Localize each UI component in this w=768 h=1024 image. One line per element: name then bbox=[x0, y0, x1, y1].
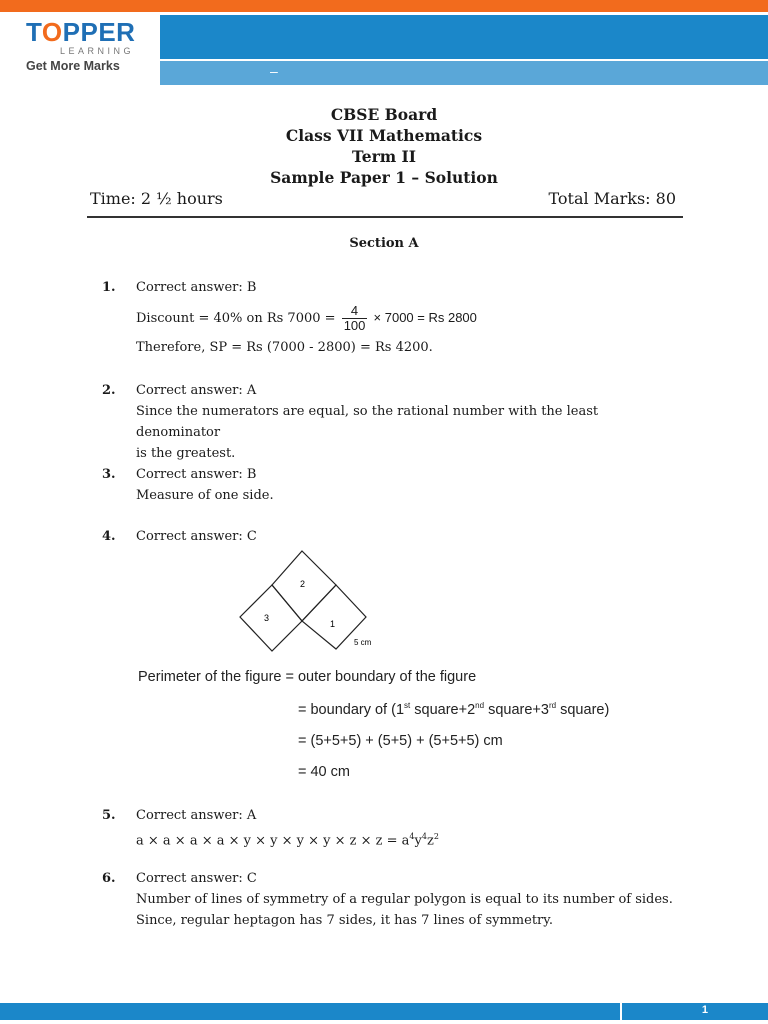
exam-time: Time: 2 ½ hours bbox=[90, 189, 223, 208]
logo-wordmark: TOPPER bbox=[26, 17, 136, 47]
solution-line: Discount = 40% on Rs 7000 = $\frac{4}{100}$ × 7000 = Rs 2800 bbox=[136, 303, 477, 333]
page-number: 1 bbox=[701, 1004, 708, 1016]
perimeter-line-1: Perimeter of the figure = outer boundary of the figure bbox=[138, 669, 477, 685]
answer-text: Correct answer: C bbox=[136, 529, 257, 544]
title-board: CBSE Board bbox=[330, 105, 438, 124]
solution-line: Measure of one side. bbox=[136, 488, 274, 503]
fraction: $\frac{4}{100}$ bbox=[343, 303, 366, 333]
answer-text: Correct answer: C bbox=[136, 871, 257, 886]
answer-text: Correct answer: A bbox=[136, 808, 257, 823]
square-3 bbox=[240, 585, 302, 651]
footer-bar bbox=[0, 1003, 768, 1020]
question-number: 5. bbox=[102, 808, 116, 823]
question-number: 2. bbox=[102, 383, 116, 398]
square-2-label: 2 bbox=[300, 579, 306, 589]
header-dash: – bbox=[270, 63, 278, 79]
section-heading: Section A bbox=[349, 236, 419, 251]
logo-tagline: Get More Marks bbox=[26, 59, 120, 73]
answer-text: Correct answer: B bbox=[136, 280, 257, 295]
answer-text: Correct answer: B bbox=[136, 467, 257, 482]
question-number: 1. bbox=[102, 280, 116, 295]
square-1-label: 1 bbox=[330, 619, 336, 629]
footer-separator bbox=[620, 1003, 622, 1020]
perimeter-line-2: = boundary of (1st square+2nd square+3rd square) bbox=[298, 701, 610, 718]
top-accent-bar bbox=[0, 0, 768, 12]
title-class: Class VII Mathematics bbox=[285, 126, 483, 145]
exam-total-marks: Total Marks: 80 bbox=[548, 189, 676, 208]
topper-logo bbox=[26, 18, 136, 78]
logo-subtext: LEARNING bbox=[60, 46, 135, 56]
question-number: 3. bbox=[102, 467, 116, 482]
title-term: Term II bbox=[351, 147, 417, 166]
question-number: 4. bbox=[102, 529, 116, 544]
document-title bbox=[0, 104, 768, 188]
title-paper: Sample Paper 1 – Solution bbox=[270, 168, 498, 187]
solution-line: Since, regular heptagon has 7 sides, it has 7 lines of symmetry. bbox=[136, 913, 554, 928]
question-number: 6. bbox=[102, 871, 116, 886]
side-length-label: 5 cm bbox=[354, 638, 372, 647]
solution-line: is the greatest. bbox=[136, 446, 236, 461]
perimeter-line-3: = (5+5+5) + (5+5) + (5+5+5) cm bbox=[298, 733, 503, 749]
squares-figure bbox=[230, 545, 390, 655]
solution-line: Number of lines of symmetry of a regular polygon is equal to its number of sides. bbox=[136, 892, 673, 907]
divider bbox=[87, 216, 683, 218]
square-3-label: 3 bbox=[264, 613, 270, 623]
perimeter-line-4: = 40 cm bbox=[298, 764, 350, 780]
solution-line: $a \times a \times a \times a \times y \times y \times y \times y \times z \times z = a^4y^4z^2$ bbox=[136, 832, 439, 849]
solution-line: Therefore, SP = Rs (7000 - 2800) = Rs 4200. bbox=[136, 340, 433, 355]
header-banner bbox=[160, 15, 768, 59]
answer-text: Correct answer: A bbox=[136, 383, 257, 398]
solution-line: Since the numerators are equal, so the rational number with the least denominator bbox=[136, 404, 599, 440]
header-subbanner bbox=[160, 61, 768, 85]
